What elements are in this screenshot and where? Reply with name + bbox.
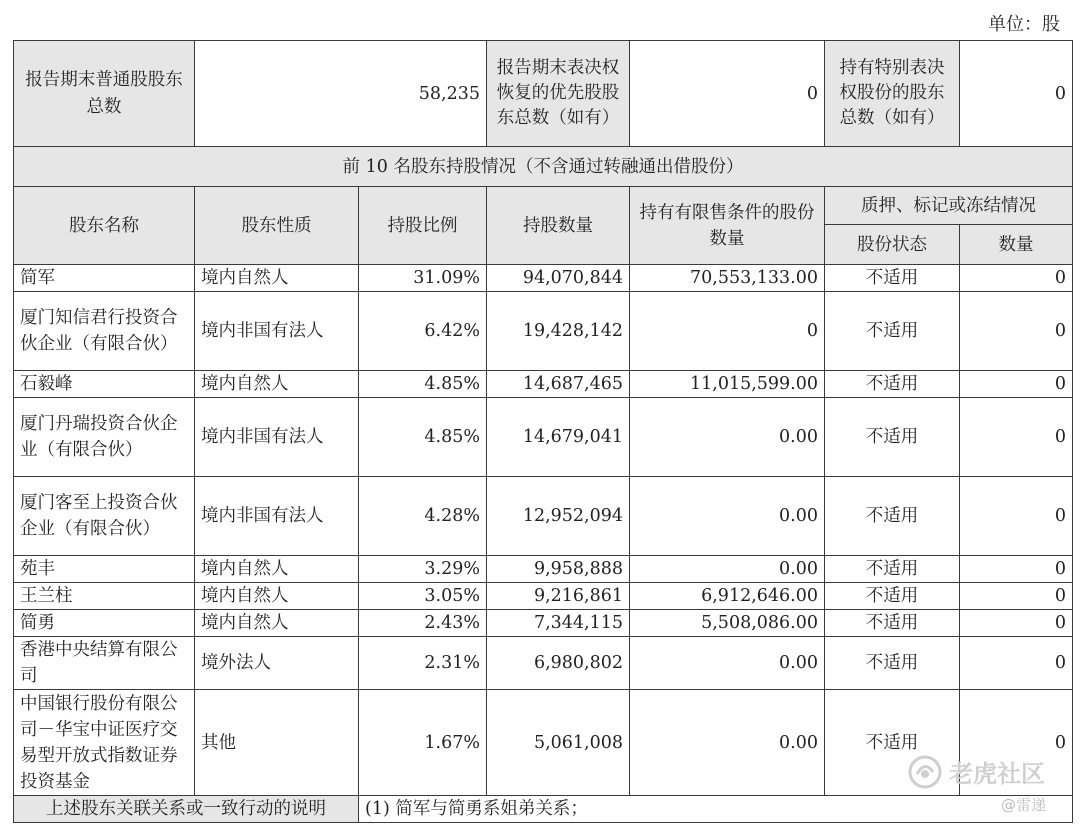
shareholder-name: 王兰柱 (14, 583, 195, 610)
shareholder-nature: 境内自然人 (195, 610, 359, 637)
restricted-shares: 0.00 (630, 398, 825, 477)
section-title-row (14, 147, 1073, 187)
shareholder-nature: 境内非国有法人 (195, 477, 359, 556)
shareholding-ratio: 4.85% (359, 371, 487, 398)
restricted-shares: 0.00 (630, 477, 825, 556)
header-nature: 股东性质 (195, 187, 359, 265)
header-ratio: 持股比例 (359, 187, 487, 265)
pledge-status: 不适用 (825, 477, 960, 556)
header-name: 股东名称 (14, 187, 195, 265)
pledged-quantity: 0 (960, 477, 1073, 556)
shareholder-name: 厦门知信君行投资合伙企业（有限合伙） (14, 292, 195, 371)
shareholder-nature: 境内非国有法人 (195, 292, 359, 371)
shareholding-ratio: 3.29% (359, 556, 487, 583)
restricted-shares: 5,508,086.00 (630, 610, 825, 637)
shareholding-quantity: 19,428,142 (487, 292, 630, 371)
restricted-shares: 0 (630, 292, 825, 371)
shareholding-quantity: 14,679,041 (487, 398, 630, 477)
pledged-quantity: 0 (960, 690, 1073, 796)
special-holders-value: 0 (960, 41, 1073, 147)
header-pledge-status: 股份状态 (825, 225, 960, 265)
shareholder-name: 香港中央结算有限公司 (14, 637, 195, 690)
pledge-status: 不适用 (825, 556, 960, 583)
restricted-shares: 0.00 (630, 690, 825, 796)
footer-row (14, 796, 1073, 823)
header-pledge-quantity: 数量 (960, 225, 1073, 265)
pledged-quantity: 0 (960, 610, 1073, 637)
shareholding-ratio: 2.31% (359, 637, 487, 690)
shareholder-nature: 境内自然人 (195, 556, 359, 583)
shareholding-ratio: 2.43% (359, 610, 487, 637)
watermark-brand: 老虎社区 (949, 760, 1045, 788)
shareholder-nature: 境内自然人 (195, 371, 359, 398)
shareholder-row (14, 477, 1073, 556)
header-pledge-group: 质押、标记或冻结情况 (825, 187, 1073, 225)
shareholding-quantity: 14,687,465 (487, 371, 630, 398)
shareholder-row (14, 292, 1073, 371)
shareholding-quantity: 94,070,844 (487, 265, 630, 292)
shareholder-nature: 境内自然人 (195, 265, 359, 292)
shareholding-quantity: 12,952,094 (487, 477, 630, 556)
preferred-holders-label: 报告期末表决权恢复的优先股股东总数（如有） (487, 41, 630, 147)
pledge-status: 不适用 (825, 637, 960, 690)
pledge-status: 不适用 (825, 265, 960, 292)
shareholding-quantity: 6,980,802 (487, 637, 630, 690)
shareholder-row (14, 690, 1073, 796)
pledge-status: 不适用 (825, 610, 960, 637)
pledged-quantity: 0 (960, 292, 1073, 371)
relationship-label: 上述股东关联关系或一致行动的说明 (14, 796, 359, 823)
shareholder-name: 石毅峰 (14, 371, 195, 398)
pledge-status: 不适用 (825, 398, 960, 477)
pledged-quantity: 0 (960, 637, 1073, 690)
restricted-shares: 0.00 (630, 556, 825, 583)
shareholding-ratio: 4.85% (359, 398, 487, 477)
shareholding-quantity: 9,958,888 (487, 556, 630, 583)
watermark-user: @雷递 (1001, 796, 1047, 814)
pledged-quantity: 0 (960, 583, 1073, 610)
shareholder-row (14, 610, 1073, 637)
shareholder-table (13, 40, 1073, 823)
shareholding-quantity: 5,061,008 (487, 690, 630, 796)
shareholder-row (14, 556, 1073, 583)
restricted-shares: 11,015,599.00 (630, 371, 825, 398)
pledge-status: 不适用 (825, 292, 960, 371)
pledge-status: 不适用 (825, 371, 960, 398)
shareholder-name: 厦门客至上投资合伙企业（有限合伙） (14, 477, 195, 556)
shareholding-quantity: 7,344,115 (487, 610, 630, 637)
shareholder-name: 简勇 (14, 610, 195, 637)
common-holders-value: 58,235 (195, 41, 487, 147)
shareholding-ratio: 4.28% (359, 477, 487, 556)
header-row-1 (14, 187, 1073, 225)
relationship-text: (1) 简军与简勇系姐弟关系； (359, 796, 1073, 823)
pledged-quantity: 0 (960, 556, 1073, 583)
shareholder-name: 苑丰 (14, 556, 195, 583)
header-quantity: 持股数量 (487, 187, 630, 265)
shareholder-nature: 其他 (195, 690, 359, 796)
pledge-status: 不适用 (825, 690, 960, 796)
special-holders-label: 持有特别表决权股份的股东总数（如有） (825, 41, 960, 147)
shareholder-nature: 境内自然人 (195, 583, 359, 610)
shareholder-row (14, 371, 1073, 398)
restricted-shares: 70,553,133.00 (630, 265, 825, 292)
section-title: 前 10 名股东持股情况（不含通过转融通出借股份） (14, 147, 1073, 187)
summary-row (14, 41, 1073, 147)
pledged-quantity: 0 (960, 265, 1073, 292)
shareholder-row (14, 637, 1073, 690)
pledged-quantity: 0 (960, 371, 1073, 398)
shareholder-nature: 境外法人 (195, 637, 359, 690)
shareholder-row (14, 398, 1073, 477)
shareholder-row (14, 265, 1073, 292)
shareholder-nature: 境内非国有法人 (195, 398, 359, 477)
pledge-status: 不适用 (825, 583, 960, 610)
unit-label: 单位：股 (988, 14, 1060, 35)
shareholder-row (14, 583, 1073, 610)
header-restricted: 持有有限售条件的股份数量 (630, 187, 825, 265)
shareholding-ratio: 3.05% (359, 583, 487, 610)
shareholder-name: 中国银行股份有限公司－华宝中证医疗交易型开放式指数证券投资基金 (14, 690, 195, 796)
common-holders-label: 报告期末普通股股东总数 (14, 41, 195, 147)
restricted-shares: 6,912,646.00 (630, 583, 825, 610)
shareholder-name: 简军 (14, 265, 195, 292)
shareholding-ratio: 1.67% (359, 690, 487, 796)
preferred-holders-value: 0 (630, 41, 825, 147)
shareholding-ratio: 31.09% (359, 265, 487, 292)
pledged-quantity: 0 (960, 398, 1073, 477)
restricted-shares: 0.00 (630, 637, 825, 690)
shareholding-quantity: 9,216,861 (487, 583, 630, 610)
shareholding-ratio: 6.42% (359, 292, 487, 371)
shareholder-name: 厦门丹瑞投资合伙企业（有限合伙） (14, 398, 195, 477)
